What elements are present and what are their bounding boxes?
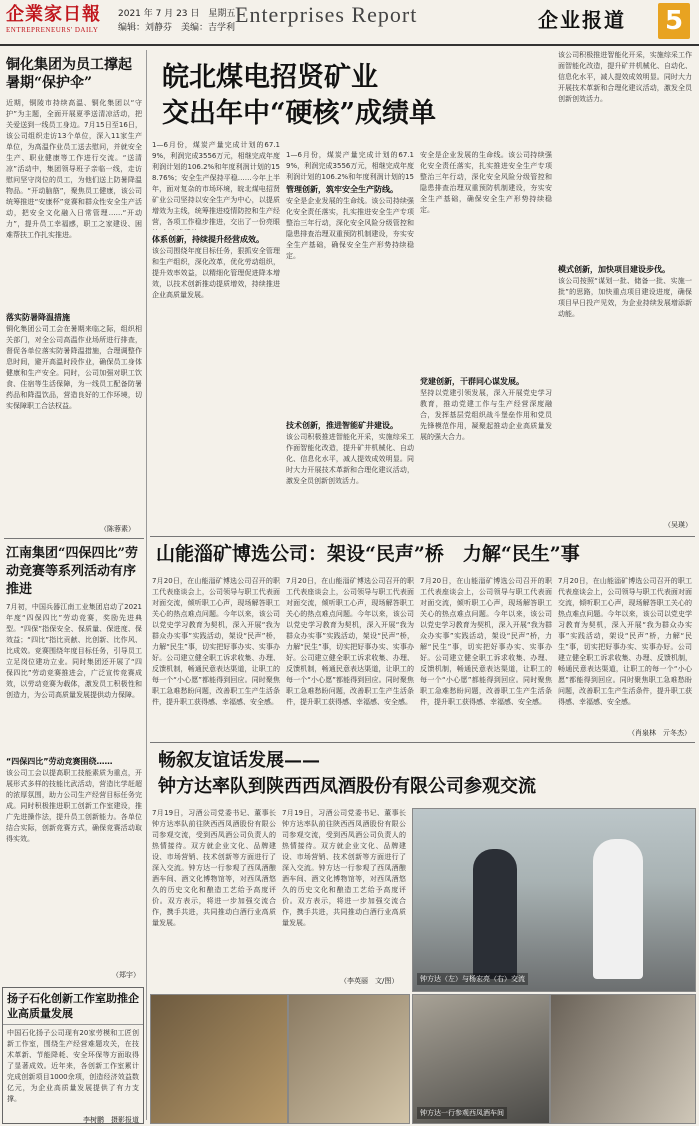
top-story-body2: 该公司围绕年度目标任务，狠抓安全管理和生产组织，深化改革，优化劳动组织，提升效率效益，以精细化管理促进降本增效，以技术创新推动提质增效，持续推进企业高质量发展。 bbox=[152, 247, 280, 299]
top-story-title-line2: 交出年中“硬核”成绩单 bbox=[162, 98, 437, 129]
section-title-english: Enterprises Report bbox=[235, 2, 418, 27]
meeting-photo-caption: 钟方达（左）与杨宏亮（右）交流 bbox=[417, 973, 528, 985]
top-story-body: 1—6月份，煤炭产量完成计划的67.19%，利润完成3556万元，相继完成年度利润计划的106.2%和年度利润计划的158.76%；安全生产保持平稳……今年上半年，面对复杂的市场环境，皖北煤电招贤矿业公司坚持以安全生产为中心，以提质增效为主线，统筹推进疫情防控和生产经营，各项工作稳步推进，交出了一份亮眼 bbox=[152, 141, 280, 226]
top-story-subhead2: 管理创新，筑牢安全生产防线。 bbox=[286, 185, 398, 194]
bottom-feature-body: 中国石化扬子公司现有20家劳模和工匠创新工作室，围绕生产经营难题攻关，在技术革新、节能降耗、安全环保等方面取得了显著成效。近年来，各创新工作室累计完成创新项目1000余项，创造经济效益数亿元，为企业高质量发展提供了有力支撑。 bbox=[7, 1029, 139, 1103]
factory-photo-4 bbox=[550, 994, 696, 1124]
second-story-credit: （肖泉林 亓冬杰） bbox=[628, 729, 691, 737]
story-divider-1 bbox=[150, 536, 695, 537]
third-story-col2: 7月19日，习酒公司党委书记、董事长钟方达率队前往陕西西凤酒股份有限公司参观交流，受到西凤酒公司负责人的热情接待。双方就企业文化、品牌建设、市场营销、技术创新等方面进行了深入交流。钟方达一行参观了西凤酒酿酒车间、酒文化博物馆等，对西凤酒悠久的历史文化和酿造工艺给予高度评价。双方表示，将进一步加强交流合作，携手共进，共同推动白酒行业高质量发展。 bbox=[282, 809, 406, 927]
meeting-photo bbox=[412, 808, 696, 992]
person-left bbox=[473, 849, 517, 979]
left-story1-title-line2: 暑期“保护伞” bbox=[6, 75, 93, 91]
left-divider bbox=[4, 538, 144, 539]
third-story-credit: （李英丽 文/图） bbox=[340, 977, 399, 985]
bottom-feature-credit: 李树鹏 摄影报道 bbox=[83, 1116, 139, 1124]
logo-english: ENTREPRENEURS' DAILY bbox=[6, 26, 99, 34]
top-story-title-line1: 皖北煤电招贤矿业 bbox=[162, 62, 378, 93]
column-divider bbox=[146, 50, 147, 1120]
left-story2-body2: 该公司工会以提高职工技能素质为重点，开展形式多样的技能比武活动，营造比学赶超的浓厚氛围，助力公司生产经营目标任务完成。同时积极推进职工创新工作室建设，推广先进操作法，提升员工创新能力。各单位结合实际，创新竞赛方式，确保竞赛活动取得实效。 bbox=[6, 769, 142, 843]
issue-date: 2021 年 7 月 23 日 星期五 bbox=[118, 9, 236, 19]
factory-photo-caption: 钟方达一行参观西凤酒车间 bbox=[417, 1107, 507, 1119]
top-story-subhead1: 体系创新，持续提升经营成效。 bbox=[152, 235, 264, 244]
third-story-col1: 7月19日，习酒公司党委书记、董事长钟方达率队前往陕西西凤酒股份有限公司参观交流，受到西凤酒公司负责人的热情接待。双方就企业文化、品牌建设、市场营销、技术创新等方面进行了深入交流。钟方达一行参观了西凤酒酿酒车间、酒文化博物馆等，对西凤酒悠久的历史文化和酿造工艺给予高度评价。双方表示，将进一步加强交流合作，携手共进，共同推动白酒行业高质量发展。 bbox=[152, 809, 276, 927]
editors-line: 编辑：刘静芬 美编：吉学利 bbox=[118, 23, 236, 33]
logo-chinese: 企業家日報 bbox=[6, 4, 101, 25]
page-number-badge: 5 bbox=[658, 3, 690, 39]
third-story-title-line2: 钟方达率队到陕西西凤酒股份有限公司参观交流 bbox=[158, 776, 536, 797]
second-story-col2: 7月20日，在山能淄矿博选公司召开的职工代表座谈会上，公司领导与职工代表面对面交流，倾听职工心声，现场解答职工关心的热点难点问题。今年以来，该公司以党史学习教育为契机，深入开展“我为群众办实事”实践活动，架设“民声”桥，力解“民生”事，切实把好事办实、实事办好。公司建立健全职工诉求收集、办理、反馈机制，畅通民意表达渠道，让职工的每一个“小心愿”都能得到回应。同时聚焦职工急难愁盼问题，改善职工生产生活条件，提升职工获得感、幸福感、安全感。 bbox=[286, 577, 414, 706]
top-story-subhead5: 模式创新，加快项目建设步伐。 bbox=[558, 265, 670, 274]
left-story2-title: 江南集团“四保四比”劳动竞赛等系列活动有序推进 bbox=[6, 546, 138, 597]
top-story-subhead4: 党建创新，干群同心谋发展。 bbox=[420, 377, 524, 386]
second-story-title: 山能淄矿博选公司：架设“民声”桥 力解“民生”事 bbox=[156, 543, 580, 565]
left-story2-credit: （郑宇） bbox=[112, 971, 140, 979]
top-story-body4: 该公司积极推进智能化开采，实施综采工作面智能化改造，提升矿井机械化、自动化、信息化水平，减人提效成效明显。同时大力开展技术革新和合理化建议活动，激发全员创新创效活力。 bbox=[286, 433, 414, 485]
bottom-feature-title: 扬子石化创新工作室助推企业高质量发展 bbox=[3, 988, 143, 1025]
top-story-body6: 该公司按照“谋划一批、储备一批、实施一批”的思路，加快重点项目建设进度，确保项目早日投产见效，为企业持续发展增添新动能。 bbox=[558, 277, 692, 318]
bottom-feature-box bbox=[2, 987, 144, 1124]
person-right bbox=[593, 839, 643, 979]
left-story2-body: 7月初，中国兵器江南工业集团启动了2021年度“四保四比”劳动竞赛，奖励先进典型。“四保”指保安全、保质量、保进度、保效益；“四比”指比贡献、比创新、比作风、比成效。竞赛围绕年度目标任务，引导员工立足岗位建功立业。同时集团还开展了“四保四比”劳动竞赛推进会，广泛宣传竞赛成效，以劳动竞赛为载体，激发员工积极性和创造力，为公司高质量发展提供动力保障。 bbox=[6, 603, 142, 699]
masthead-rule bbox=[0, 44, 699, 46]
top-story-body3: 安全是企业发展的生命线。该公司持续强化安全责任落实，扎实推进安全生产专项整治三年行动，深化安全风险分级管控和隐患排查治理双重预防机制建设，夯实安全生产基础，确保安全生产形势持续稳定。 bbox=[286, 197, 414, 260]
left-story2-subhead: “四保四比”劳动竞赛围绕…… bbox=[6, 757, 113, 766]
third-story-title-line1: 畅叙友谊话发展—— bbox=[158, 750, 320, 771]
masthead bbox=[0, 0, 699, 46]
factory-photo-2 bbox=[288, 994, 410, 1124]
second-story-col3: 7月20日，在山能淄矿博选公司召开的职工代表座谈会上，公司领导与职工代表面对面交流，倾听职工心声，现场解答职工关心的热点难点问题。今年以来，该公司以党史学习教育为契机，深入开展“我为群众办实事”实践活动，架设“民声”桥，力解“民生”事，切实把好事办实、实事办好。公司建立健全职工诉求收集、办理、反馈机制，畅通民意表达渠道，让职工的每一个“小心愿”都能得到回应。同时聚焦职工急难愁盼问题，改善职工生产生活条件，提升职工获得感、幸福感、安全感。 bbox=[420, 577, 552, 706]
second-story-col4: 7月20日，在山能淄矿博选公司召开的职工代表座谈会上，公司领导与职工代表面对面交流，倾听职工心声，现场解答职工关心的热点难点问题。今年以来，该公司以党史学习教育为契机，深入开展“我为群众办实事”实践活动，架设“民声”桥，力解“民生”事，切实把好事办实、实事办好。公司建立健全职工诉求收集、办理、反馈机制，畅通民意表达渠道，让职工的每一个“小心愿”都能得到回应。同时聚焦职工急难愁盼问题，改善职工生产生活条件，提升职工获得感、幸福感、安全感。 bbox=[558, 577, 692, 706]
top-story-credit: （吴瑛） bbox=[664, 521, 692, 529]
second-story-col1: 7月20日，在山能淄矿博选公司召开的职工代表座谈会上，公司领导与职工代表面对面交流，倾听职工心声，现场解答职工关心的热点难点问题。今年以来，该公司以党史学习教育为契机，深入开展“我为群众办实事”实践活动，架设“民声”桥，力解“民生”事，切实把好事办实、实事办好。公司建立健全职工诉求收集、办理、反馈机制，畅通民意表达渠道，让职工的每一个“小心愿”都能得到回应。同时聚焦职工急难愁盼问题，改善职工生产生活条件，提升职工获得感、幸福感、安全感。 bbox=[152, 577, 280, 706]
left-story1-subhead: 落实防暑降温措施 bbox=[6, 313, 70, 322]
left-story1-body2: 铜化集团公司工会在暑期来临之际，组织相关部门，对全公司高温作业场所进行排查，督促各单位落实防暑降温措施，合理调整作息时间，避开高温时段作业，确保员工身体健康和生产安全。同时，公司加强对职工饮食、住宿等生活保障，为一线员工配备防暑药品和降温饮品，营造良好的工作环境，切实保障职工合法权益。 bbox=[6, 325, 142, 410]
story-divider-2 bbox=[150, 742, 695, 743]
top-story-title bbox=[162, 60, 602, 132]
top-story-col4: 该公司积极推进智能化开采，实施综采工作面智能化改造，提升矿井机械化、自动化、信息化水平，减人提效成效明显。同时大力开展技术革新和合理化建议活动，激发全员创新创效活力。 bbox=[558, 51, 692, 103]
section-title-chinese: 企业报道 bbox=[538, 8, 626, 32]
top-story-body5: 坚持以党建引领发展，深入开展党史学习教育，推动党建工作与生产经营深度融合，发挥基层党组织战斗堡垒作用和党员先锋模范作用，凝聚起推动企业高质量发展的强大合力。 bbox=[420, 389, 552, 441]
top-story-subhead3: 技术创新，推进智能矿井建设。 bbox=[286, 421, 398, 430]
top-story-col3: 安全是企业发展的生命线。该公司持续强化安全责任落实，扎实推进安全生产专项整治三年行动，深化安全风险分级管控和隐患排查治理双重预防机制建设，夯实安全生产基础，确保安全生产形势持续稳定。 bbox=[420, 151, 552, 214]
factory-photo-3 bbox=[412, 994, 550, 1124]
third-story-title bbox=[158, 748, 688, 800]
left-story1-credit: （陈蓉素） bbox=[100, 525, 135, 533]
factory-photo-1 bbox=[150, 994, 288, 1124]
left-story1-body: 近期，铜陵市持续高温、铜化集团以“守护”为主题，全面开展夏季送清凉活动，把关爱送到一线员工身边。7月15日至16日，该公司组织走访13个单位，深入11家生产单位，为高温作业员工送去慰问，并就安全生产、职业健康等工作进行交流。“送清凉”活动中，集团领导班子亲临一线，走访慰问坚守岗位的员工，为他们送上防暑降温物品。“开动脑筋”，聚焦员工健康，该公司统筹推进“安康杯”竞赛和群众性安全生产活动，把安全文化融入日常管理……“开动力”，提升员工幸福感，职工之家建设、困难帮扶工作扎实推进。 bbox=[6, 99, 142, 239]
top-story-col2-lead: 1—6月份，煤炭产量完成计划的67.19%，利润完成3556万元，相继完成年度利润计划的106.2%和年度利润计划的15 bbox=[286, 151, 414, 180]
left-story1-title bbox=[6, 56, 142, 92]
left-story1-title-line1: 铜化集团为员工撑起 bbox=[6, 57, 132, 73]
newspaper-logo bbox=[6, 4, 108, 40]
